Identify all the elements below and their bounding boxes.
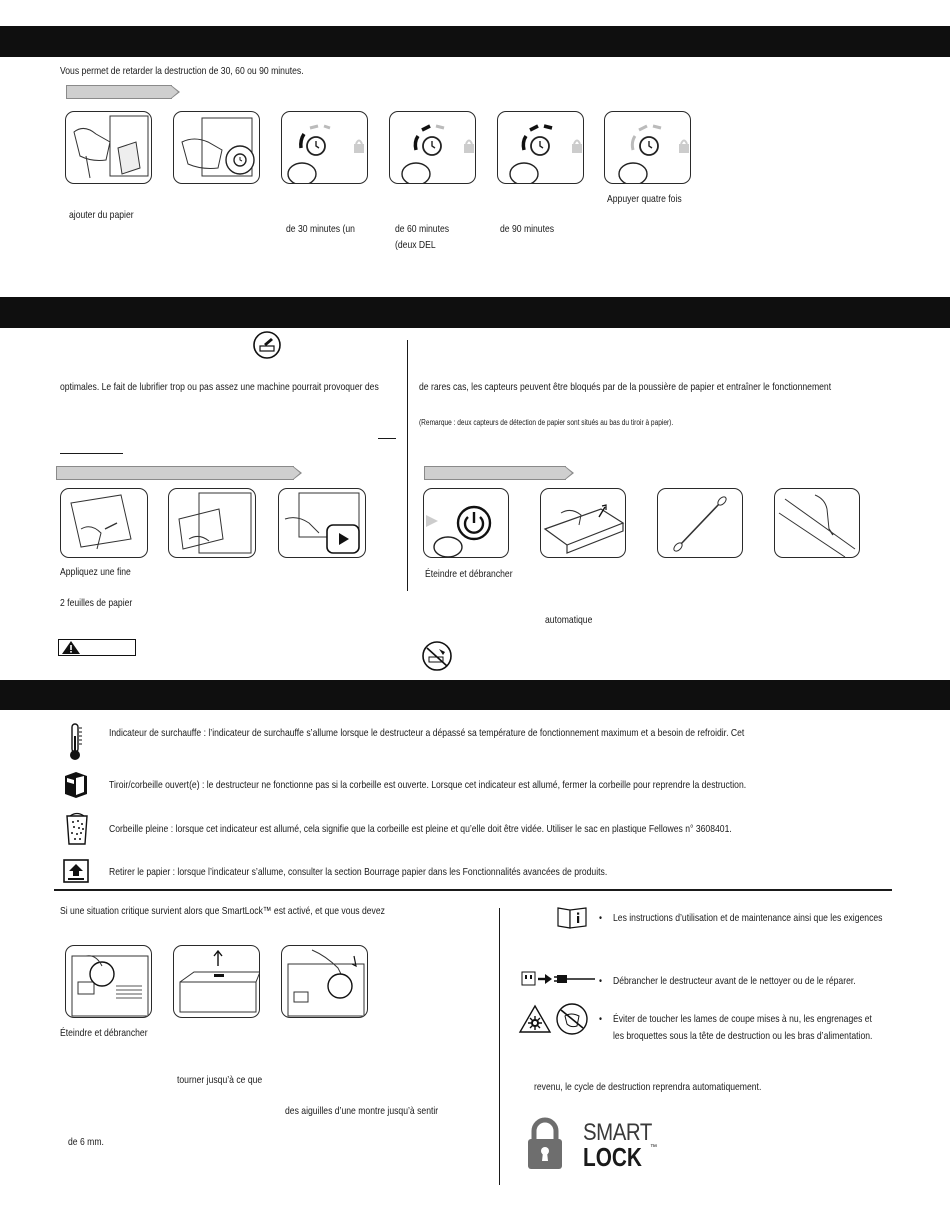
caption-two-sheets: 2 feuilles de papier xyxy=(60,597,133,609)
step-image-press-timer xyxy=(173,111,260,184)
maintenance-remark: (Remarque : deux capteurs de détection de papier sont situés au bas du tiroir à papier). xyxy=(419,418,674,427)
column-divider-maintenance xyxy=(407,340,408,591)
step-image-timer-60 xyxy=(389,111,476,184)
caption-add-paper: ajouter du papier xyxy=(69,209,134,221)
step-image-add-paper xyxy=(65,111,152,184)
smartlock-logo-tm: ™ xyxy=(650,1144,657,1151)
smartlock-logo xyxy=(526,1117,666,1173)
smartlock-step-turn: tourner jusqu’à ce que xyxy=(177,1074,263,1086)
caption-90-min: de 90 minutes xyxy=(500,223,555,235)
caption-power-off: Éteindre et débrancher xyxy=(425,568,513,580)
indicator-text-overheat: Indicateur de surchauffe : l’indicateur de surchauffe s’allume lorsque le destructeur a dépassé sa température de fonctionnement maximum et a besoin de refroidir. Cet xyxy=(109,727,745,739)
indicator-text-bin-full: Corbeille pleine : lorsque cet indicateur est allumé, cela signifie que la corbeille est pleine et qu’elle doit être vidée. Utiliser le sac en plastique Fellowes n° 3608401. xyxy=(109,823,732,835)
oil-paper-icon xyxy=(252,330,282,360)
padlock-icon xyxy=(526,1117,564,1171)
indicator-text-bin-open: Tiroir/corbeille ouvert(e) : le destructeur ne fonctionne pas si la corbeille est ouverte. Lorsque cet indicateur est allumé, fermer la corbeille pour reprendre la destruction. xyxy=(109,779,747,791)
safety-item-manual: Les instructions d’utilisation et de maintenance ainsi que les exigences xyxy=(613,912,883,924)
smartlock-step-clock: des aiguilles d’une montre jusqu’à sentir xyxy=(285,1105,439,1117)
smartlock-step-mm: de 6 mm. xyxy=(68,1136,104,1148)
step-image-clean-sensor xyxy=(774,488,860,558)
caption-apply-oil: Appliquez une fine xyxy=(60,566,131,578)
step-image-smartlock-lift xyxy=(173,945,260,1018)
maintenance-right-text: de rares cas, les capteurs peuvent être bloqués par de la poussière de papier et entraîner le fonctionnement xyxy=(419,381,832,393)
section-header-bar-maintenance xyxy=(0,297,950,328)
section-rule-smartlock xyxy=(54,889,892,891)
step-image-power-button xyxy=(423,488,509,558)
underline-mark xyxy=(378,438,396,439)
smartlock-resume: revenu, le cycle de destruction reprendra automatiquement. xyxy=(534,1081,762,1093)
warning-label xyxy=(58,639,136,656)
step-image-smartlock-unplug xyxy=(65,945,152,1018)
caption-60-min: de 60 minutes xyxy=(395,223,450,235)
smartlock-logo-word-smart: SMART xyxy=(583,1119,652,1146)
safety-bullet-3: • xyxy=(599,1013,603,1025)
step-image-timer-off xyxy=(604,111,691,184)
step-image-cotton-swab xyxy=(657,488,743,558)
step-image-oil-paper xyxy=(60,488,148,558)
safety-item-blades-1: Éviter de toucher les lames de coupe mises à nu, les engrenages et xyxy=(613,1013,872,1025)
step-arrow-sensors xyxy=(424,466,566,480)
safety-bullet-2: • xyxy=(599,975,603,987)
step-arrow-oil xyxy=(56,466,294,480)
manual-info-icon xyxy=(556,906,588,930)
step-arrow-delay xyxy=(66,85,172,99)
step-image-smartlock-key xyxy=(281,945,368,1018)
underline-mark-2 xyxy=(60,453,123,454)
bin-open-icon xyxy=(62,770,90,800)
caption-automatic: automatique xyxy=(545,614,593,626)
smartlock-intro: Si une situation critique survient alors que SmartLock™ est activé, et que vous devez xyxy=(60,905,385,917)
step-image-timer-90 xyxy=(497,111,584,184)
step-image-timer-30 xyxy=(281,111,368,184)
safety-item-blades-2: les broquettes sous la tête de destruction ou les bras d’alimentation. xyxy=(613,1030,873,1042)
step-image-feed-paper xyxy=(168,488,256,558)
delay-intro: Vous permet de retarder la destruction de 30, 60 ou 90 minutes. xyxy=(60,65,304,77)
bin-full-icon xyxy=(64,812,90,846)
unplug-icon xyxy=(521,970,597,988)
no-spray-icon xyxy=(421,640,453,672)
step-image-open-drawer xyxy=(540,488,626,558)
blade-warning-icon xyxy=(518,1004,552,1034)
thermometer-icon xyxy=(66,722,86,762)
caption-60-min-leds: (deux DEL xyxy=(395,239,436,251)
column-divider-smartlock xyxy=(499,908,500,1185)
safety-bullet-1: • xyxy=(599,912,603,924)
section-header-bar-indicators xyxy=(0,680,950,710)
caption-press-four: Appuyer quatre fois xyxy=(607,193,682,205)
safety-item-unplug: Débrancher le destructeur avant de le nettoyer ou de le réparer. xyxy=(613,975,856,987)
section-header-bar-delay xyxy=(0,26,950,57)
indicator-text-remove-paper: Retirer le papier : lorsque l’indicateur s’allume, consulter la section Bourrage papier dans les Fonctionnalités avancées de produits. xyxy=(109,866,608,878)
smartlock-logo-word-lock: LOCK xyxy=(583,1142,642,1172)
maintenance-left-text: optimales. Le fait de lubrifier trop ou pas assez une machine pourrait provoquer des xyxy=(60,381,379,393)
caption-30-min: de 30 minutes (un xyxy=(286,223,355,235)
smartlock-caption-power: Éteindre et débrancher xyxy=(60,1027,148,1039)
no-hands-icon xyxy=(555,1002,589,1036)
step-image-forward xyxy=(278,488,366,558)
remove-paper-icon xyxy=(62,858,90,884)
